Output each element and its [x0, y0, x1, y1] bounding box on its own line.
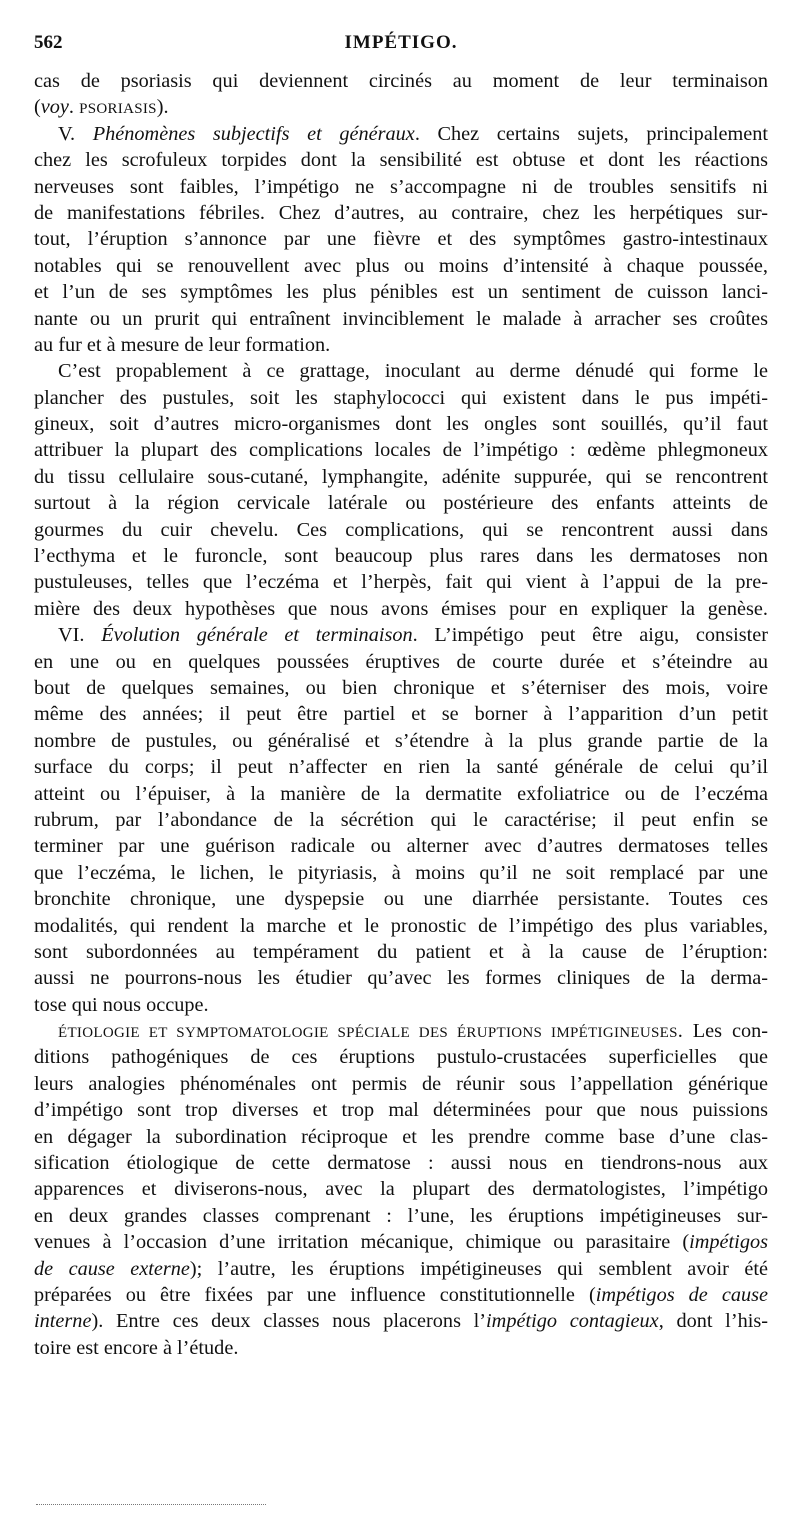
italic-text: impétigo contagieux — [486, 1310, 659, 1333]
text-line — [34, 913, 768, 939]
text-line — [34, 596, 768, 622]
text-line — [34, 94, 768, 120]
text-run: ditions pathogéniques de ces éruptions pustulo-crustacées superficielles que — [34, 1046, 768, 1069]
italic-text: Phénomènes subjectifs et généraux — [92, 122, 415, 145]
text-line — [34, 1097, 768, 1123]
text-run: mière des deux hypothèses que nous avons émises pour en expliquer la genèse. — [34, 597, 768, 620]
text-run: d’impétigo sont trop diverses et trop mal déterminées pour que nous puissions — [34, 1099, 768, 1122]
running-title: IMPÉTIGO. — [344, 32, 458, 53]
text-run: que l’eczéma, le lichen, le pityriasis, à moins qu’il ne soit remplacé par une — [34, 861, 768, 884]
italic-text: impétigos de cause — [595, 1283, 768, 1306]
text-run: venues à l’occasion d’une irritation mécanique, chimique ou parasitaire ( — [34, 1231, 690, 1254]
footer-dotted-rule — [36, 1498, 266, 1505]
text-line — [34, 147, 768, 173]
text-run: surtout à la région cervicale latérale ou postérieure des enfants atteints de — [34, 492, 768, 515]
text-line — [34, 833, 768, 859]
text-run: nerveuses sont faibles, l’impétigo ne s’accompagne ni de troubles sensitifs ni — [34, 175, 768, 198]
text-line — [34, 517, 768, 543]
text-run: apparences et diviserons-nous, avec la plupart des dermatologistes, l’impétigo — [34, 1178, 768, 1201]
text-line — [34, 174, 768, 200]
text-run: tose qui nous occupe. — [34, 993, 209, 1016]
text-line — [34, 1256, 768, 1282]
text-line — [34, 1308, 768, 1334]
text-line — [34, 1335, 768, 1361]
text-run: pustuleuses, telles que l’eczéma et l’herpès, fait qui vient à l’appui de la pre- — [34, 571, 768, 594]
text-line — [34, 306, 768, 332]
text-run: nombre de pustules, ou généralisé et s’étendre à la plus grande partie de la — [34, 729, 768, 752]
text-line — [34, 622, 768, 648]
text-line — [34, 701, 768, 727]
text-line — [34, 385, 768, 411]
text-line — [34, 411, 768, 437]
italic-text: Évolution générale et terminaison — [101, 624, 413, 647]
text-line — [34, 332, 768, 358]
text-line — [34, 226, 768, 252]
text-line — [34, 68, 768, 94]
text-run: sification étiologique de cette dermatose : aussi nous en tiendrons-nous aux — [34, 1152, 768, 1175]
text-run: l’ecthyma et le furoncle, sont beaucoup plus rares dans les dermatoses non — [34, 545, 768, 568]
text-line — [34, 1071, 768, 1097]
text-line — [34, 939, 768, 965]
page-number: 562 — [34, 32, 63, 53]
text-run: C’est propablement à ce grattage, inoculant au derme dénudé qui forme le — [58, 360, 768, 383]
body-text — [34, 68, 768, 1361]
text-run: . L’impétigo peut être aigu, consister — [412, 624, 768, 647]
text-run: gourmes du cuir chevelu. Ces complications, qui se rencontrent aussi dans — [34, 518, 768, 541]
italic-text: interne — [34, 1310, 92, 1333]
text-run: modalités, qui rendent la marche et le pronostic de l’impétigo des plus variables, — [34, 914, 768, 937]
page-header — [34, 32, 768, 58]
text-line — [34, 569, 768, 595]
text-run: aussi ne pourrons-nous les étudier qu’avec les formes cliniques de la derma- — [34, 967, 768, 990]
text-run: VI. — [58, 624, 102, 647]
text-line — [34, 121, 768, 147]
text-run: leurs analogies phénoménales ont permis de réunir sous l’appellation générique — [34, 1072, 768, 1095]
italic-text: impétigos — [689, 1231, 768, 1254]
text-run: en deux grandes classes comprenant : l’une, les éruptions impétigineuses sur- — [34, 1204, 768, 1227]
text-run: tout, l’éruption s’annonce par une fièvre et des symptômes gastro-intestinaux — [34, 228, 768, 251]
text-run: du tissu cellulaire sous-cutané, lymphangite, adénite suppurée, qui se rencontrent — [34, 465, 768, 488]
text-line — [34, 1176, 768, 1202]
small-caps-text: PSORIASIS — [79, 101, 157, 118]
italic-text: voy — [40, 96, 69, 119]
text-line — [34, 1044, 768, 1070]
text-run: terminer par une guérison radicale ou alterner avec d’autres dermatoses telles — [34, 835, 768, 858]
text-line — [34, 675, 768, 701]
text-run: même des années; il peut être partiel et se borner à l’apparition d’un petit — [34, 703, 768, 726]
text-line — [34, 464, 768, 490]
text-line — [34, 860, 768, 886]
text-run: rubrum, par l’abondance de la sécrétion qui le caractérise; il peut enfin se — [34, 808, 768, 831]
text-run: plancher des pustules, soit les staphylococci qui existent dans le pus impéti- — [34, 386, 768, 409]
text-run: . — [68, 96, 80, 119]
text-run: , dont l’his- — [658, 1310, 768, 1333]
text-run: bronchite chronique, une dyspepsie ou une diarrhée persistante. Toutes ces — [34, 888, 768, 911]
text-run: nante ou un prurit qui entraînent invinciblement le malade à arracher ses croûtes — [34, 307, 768, 330]
text-line — [34, 1150, 768, 1176]
text-line — [34, 754, 768, 780]
text-run: en une ou en quelques poussées éruptives de courte durée et s’éteindre au — [34, 650, 768, 673]
text-run: ). Entre ces deux classes nous placerons l’ — [91, 1310, 487, 1333]
text-line — [34, 1018, 768, 1044]
text-line — [34, 279, 768, 305]
text-line — [34, 1282, 768, 1308]
text-run: sont subordonnées au tempérament du patient et à la cause de l’éruption: — [34, 940, 768, 963]
text-run: ( — [34, 96, 41, 119]
text-run: chez les scrofuleux torpides dont la sensibilité est obtuse et dont les réactions — [34, 149, 768, 172]
text-run: attribuer la plupart des complications locales de l’impétigo : œdème phlegmoneux — [34, 439, 768, 462]
text-line — [34, 1124, 768, 1150]
text-line — [34, 992, 768, 1018]
text-line — [34, 649, 768, 675]
text-line — [34, 253, 768, 279]
text-line — [34, 781, 768, 807]
text-run: atteint ou l’épuiser, à la manière de la dermatite exfoliatrice ou de l’eczéma — [34, 782, 768, 805]
text-line — [34, 437, 768, 463]
text-line — [34, 1203, 768, 1229]
text-line — [34, 728, 768, 754]
text-line — [34, 886, 768, 912]
text-run: de manifestations fébriles. Chez d’autres, au contraire, chez les herpétiques sur- — [34, 201, 768, 224]
italic-text: de cause externe — [34, 1257, 190, 1280]
text-run: en dégager la subordination réciproque et les prendre comme base d’une clas- — [34, 1125, 768, 1148]
text-run: toire est encore à l’étude. — [34, 1336, 239, 1359]
text-run: au fur et à mesure de leur formation. — [34, 333, 331, 356]
text-line — [34, 200, 768, 226]
text-line — [34, 543, 768, 569]
text-run: gineux, soit d’autres micro-organismes dont les ongles sont souillés, qu’il faut — [34, 413, 768, 436]
text-line — [34, 807, 768, 833]
text-run: bout de quelques semaines, ou bien chronique et s’éterniser des mois, voire — [34, 676, 768, 699]
text-run: cas de psoriasis qui deviennent circinés au moment de leur terminaison — [34, 70, 768, 92]
text-run: préparées ou être fixées par une influence constitutionnelle ( — [34, 1283, 596, 1306]
text-line — [34, 490, 768, 516]
text-run: . Les con- — [677, 1020, 768, 1043]
text-run: . Chez certains sujets, principalement — [414, 122, 768, 145]
text-line — [34, 965, 768, 991]
text-run: ). — [156, 96, 169, 119]
text-run: surface du corps; il peut n’affecter en rien la santé générale de celui qu’il — [34, 756, 768, 779]
text-run: V. — [58, 122, 93, 145]
small-caps-text: ÉTIOLOGIE ET SYMPTOMATOLOGIE SPÉCIALE DES ÉRUPTIONS IMPÉTIGINEUSES — [58, 1025, 678, 1042]
text-line — [34, 358, 768, 384]
text-run: et l’un de ses symptômes les plus pénibles est un sentiment de cuisson lanci- — [34, 281, 768, 304]
text-run: notables qui se renouvellent avec plus ou moins d’intensité à chaque poussée, — [34, 254, 768, 277]
text-run: ); l’autre, les éruptions impétigineuses qui semblent avoir été — [189, 1257, 768, 1280]
text-line — [34, 1229, 768, 1255]
